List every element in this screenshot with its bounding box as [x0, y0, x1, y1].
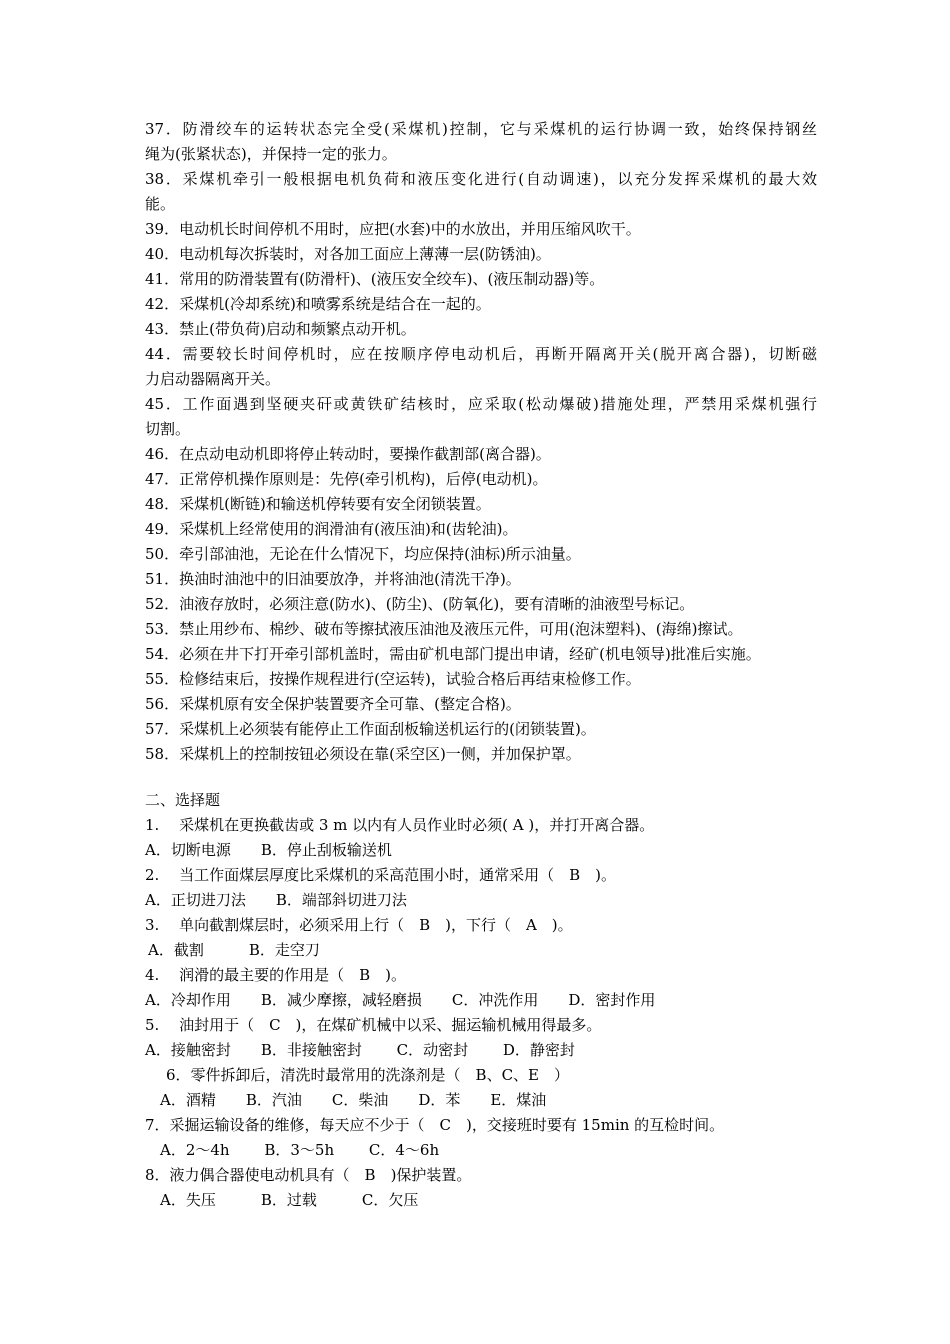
text-line-38b: 能。 — [145, 195, 176, 213]
text-line-47: 47．正常停机操作原则是：先停(牵引机构)，后停(电动机)。 — [145, 470, 548, 488]
text-line-51: 51．换油时油池中的旧油要放净，并将油池(清洗干净)。 — [145, 570, 521, 588]
text-line-53: 53．禁止用纱布、棉纱、破布等擦拭液压油池及液压元件，可用(泡沫塑料)、(海绵)擦试。 — [145, 620, 743, 638]
text-line-46: 46．在点动电动机即将停止转动时，要操作截割部(离合器)。 — [145, 445, 551, 463]
text-line-49: 49．采煤机上经常使用的润滑油有(液压油)和(齿轮油)。 — [145, 520, 518, 538]
options-4: A．冷却作用 B．减少摩擦，减轻磨损 C．冲洗作用 D．密封作用 — [145, 991, 656, 1009]
options-3: A．截割 B．走空刀 — [148, 941, 320, 959]
options-8: A．失压 B．过载 C．欠压 — [160, 1191, 419, 1209]
text-line-52: 52．油液存放时，必须注意(防水)、(防尘)、(防氧化)，要有清晰的油液型号标记。 — [145, 595, 695, 613]
text-line-37b: 绳为(张紧状态)，并保持一定的张力。 — [145, 145, 397, 163]
question-6: 6．零件拆卸后，清洗时最常用的洗涤剂是（ B、C、E ） — [166, 1066, 569, 1084]
text-line-41: 41．常用的防滑装置有(防滑杆)、(液压安全绞车)、(液压制动器)等。 — [145, 270, 605, 288]
options-7: A．2～4h B．3～5h C．4～6h — [160, 1141, 440, 1159]
question-7: 7．采掘运输设备的维修，每天应不少于（ C )，交接班时要有 15min 的互检时间。 — [145, 1116, 725, 1134]
section-heading-choice: 二、选择题 — [145, 791, 221, 809]
text-line-40: 40．电动机每次拆装时，对各加工面应上薄薄一层(防锈油)。 — [145, 245, 551, 263]
text-line-39: 39．电动机长时间停机不用时，应把(水套)中的水放出，并用压缩风吹干。 — [145, 220, 641, 238]
options-6: A．酒精 B．汽油 C．柴油 D．苯 E．煤油 — [160, 1091, 547, 1109]
question-5: 5. 油封用于（ C )，在煤矿机械中以采、掘运输机械用得最多。 — [145, 1016, 602, 1034]
text-line-50: 50．牵引部油池，无论在什么情况下，均应保持(油标)所示油量。 — [145, 545, 581, 563]
text-line-38a: 38．采煤机牵引一般根据电机负荷和液压变化进行(自动调速)，以充分发挥采煤机的最大效 — [145, 170, 817, 188]
text-line-54: 54．必须在井下打开牵引部机盖时，需由矿机电部门提出申请，经矿(机电领导)批准后实施。 — [145, 645, 761, 663]
question-3: 3. 单向截割煤层时，必须采用上行（ B )，下行（ A )。 — [145, 916, 573, 934]
text-line-58: 58．采煤机上的控制按钮必须设在靠(采空区)一侧，并加保护罩。 — [145, 745, 581, 763]
options-1: A．切断电源 B．停止刮板输送机 — [145, 841, 392, 859]
text-line-43: 43．禁止(带负荷)启动和频繁点动开机。 — [145, 320, 416, 338]
text-line-55: 55．检修结束后，按操作规程进行(空运转)，试验合格后再结束检修工作。 — [145, 670, 641, 688]
text-line-44a: 44．需要较长时间停机时，应在按顺序停电动机后，再断开隔离开关(脱开离合器)，切断磁 — [145, 345, 817, 363]
text-line-44b: 力启动器隔离开关。 — [145, 370, 281, 388]
text-line-45a: 45．工作面遇到坚硬夹矸或黄铁矿结核时，应采取(松动爆破)措施处理，严禁用采煤机强行 — [145, 395, 817, 413]
options-5: A．接触密封 B．非接触密封 C．动密封 D．静密封 — [145, 1041, 575, 1059]
text-line-42: 42．采煤机(冷却系统)和喷雾系统是结合在一起的。 — [145, 295, 491, 313]
text-line-37a: 37．防滑绞车的运转状态完全受(采煤机)控制，它与采煤机的运行协调一致，始终保持钢丝 — [145, 120, 817, 138]
text-line-56: 56．采煤机原有安全保护装置要齐全可靠、(整定合格)。 — [145, 695, 521, 713]
question-4: 4. 润滑的最主要的作用是（ B )。 — [145, 966, 406, 984]
options-2: A．正切进刀法 B．端部斜切进刀法 — [145, 891, 407, 909]
question-1: 1. 采煤机在更换截齿或 3 m 以内有人员作业时必须( A )，并打开离合器。 — [145, 816, 655, 834]
question-2: 2. 当工作面煤层厚度比采煤机的采高范围小时，通常采用（ B )。 — [145, 866, 616, 884]
text-line-57: 57．采煤机上必须装有能停止工作面刮板输送机运行的(闭锁装置)。 — [145, 720, 596, 738]
text-line-45b: 切割。 — [145, 420, 191, 438]
question-8: 8．液力偶合器使电动机具有（ B )保护装置。 — [145, 1166, 472, 1184]
text-line-48: 48．采煤机(断链)和输送机停转要有安全闭锁装置。 — [145, 495, 491, 513]
